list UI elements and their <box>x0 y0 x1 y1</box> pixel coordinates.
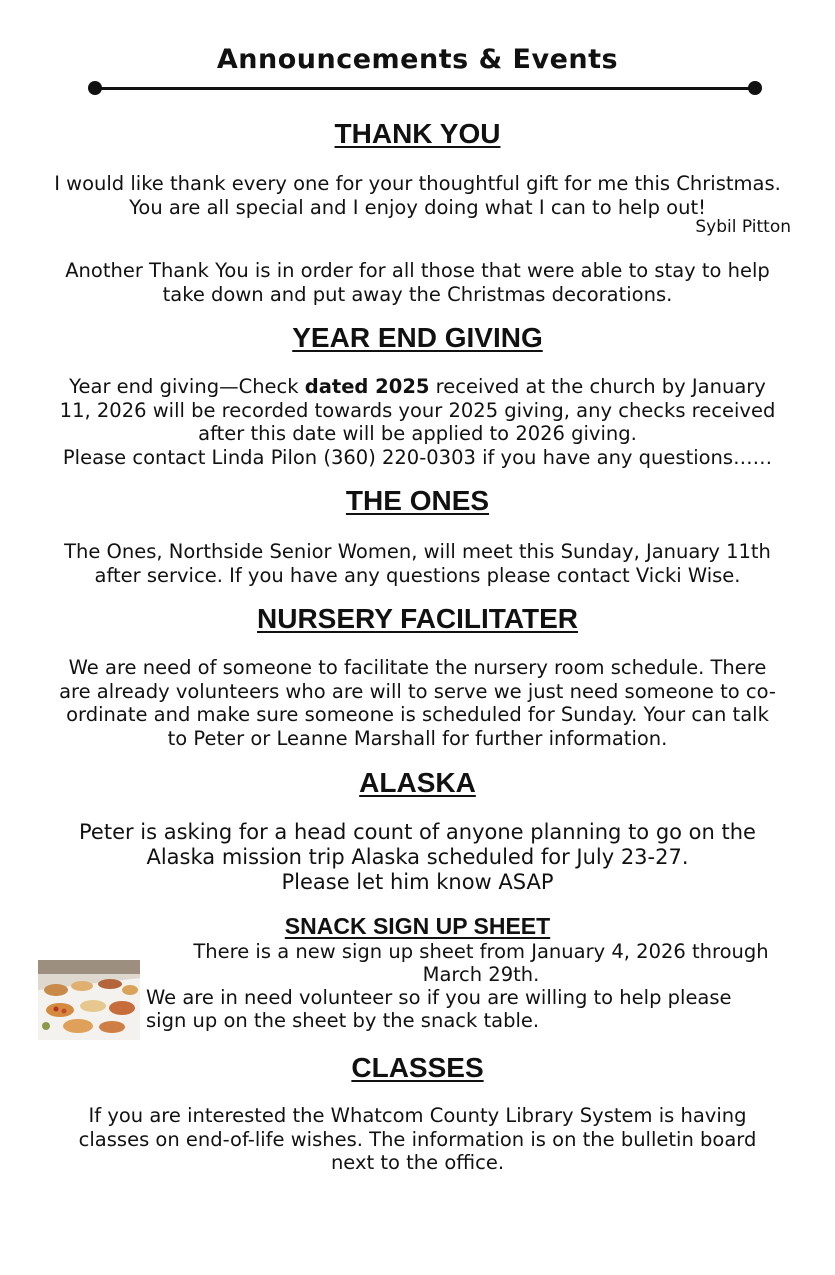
year-end-heading: YEAR END GIVING <box>292 322 543 353</box>
nursery-line-4: to Peter or Leanne Marshall for further information. <box>167 726 668 750</box>
classes-heading: CLASSES <box>351 1052 484 1083</box>
snack-line-3: We are in need volunteer so if you are willing to help please <box>146 986 732 1009</box>
classes-line-3: next to the office. <box>330 1151 505 1174</box>
snack-line-2: March 29th. <box>422 963 540 986</box>
year-end-line-2: 11, 2026 will be recorded towards your 2025 giving, any checks received <box>59 398 776 422</box>
thank-you-heading: THANK YOU <box>334 118 501 149</box>
alaska-line-1: Peter is asking for a head count of anyone planning to go on the <box>79 820 756 844</box>
nursery-line-3: ordinate and make sure someone is scheduled for Sunday. Your can talk <box>66 703 769 726</box>
alaska-heading: ALASKA <box>359 767 476 798</box>
nursery-heading: NURSERY FACILITATER <box>257 603 578 634</box>
snack-line-4: sign up on the sheet by the snack table. <box>146 1009 540 1032</box>
snack-table-photo-icon <box>38 960 140 1040</box>
the-ones-heading: THE ONES <box>345 485 490 516</box>
year-end-line-4: Please contact Linda Pilon (360) 220-0303 if you have any questions…… <box>62 445 773 469</box>
thank-you-text <box>20 172 815 219</box>
snack-line-1: There is a new sign up sheet from January 4, 2026 through <box>193 940 769 963</box>
year-end-line-1 <box>20 375 815 399</box>
alaska-text <box>20 820 815 895</box>
year-end-line-3: after this date will be applied to 2026 giving. <box>198 422 637 445</box>
alaska-line-3: Please let him know ASAP <box>281 870 554 894</box>
classes-line-1: If you are interested the Whatcom County Library System is having <box>88 1104 747 1127</box>
rule-right-dot <box>748 81 762 95</box>
thank-you-2-line-1: Another Thank You is in order for all those that were able to stay to help <box>65 259 770 282</box>
nursery-text <box>20 656 815 750</box>
year-end-text <box>20 375 815 469</box>
thank-you-line-1: I would like thank every one for your thoughtful gift for me this Christmas. <box>54 172 781 195</box>
title-rule <box>95 87 755 90</box>
thank-you-2-line-2: take down and put away the Christmas decorations. <box>162 282 673 306</box>
the-ones-line-1: The Ones, Northside Senior Women, will meet this Sunday, January 11th <box>64 540 771 563</box>
nursery-line-2: are already volunteers who are will to serve we just need someone to co- <box>59 679 776 703</box>
the-ones-text <box>20 540 815 587</box>
thank-you-signature: Sybil Pitton <box>695 217 791 237</box>
thank-you-text-2 <box>20 259 815 306</box>
snack-heading: SNACK SIGN UP SHEET <box>284 913 551 939</box>
nursery-line-1: We are need of someone to facilitate the nursery room schedule. There <box>68 656 767 679</box>
classes-line-2: classes on end-of-life wishes. The information is on the bulletin board <box>78 1127 757 1151</box>
year-end-line-1-pre: Year end giving—Check <box>69 375 305 398</box>
year-end-line-1-post: received at the church by January <box>429 375 766 398</box>
year-end-bold-date: dated 2025 <box>304 375 430 398</box>
thank-you-line-2: You are all special and I enjoy doing what I can to help out! <box>129 195 706 219</box>
alaska-line-2: Alaska mission trip Alaska scheduled for July 23-27. <box>146 845 689 869</box>
the-ones-line-2: after service. If you have any questions please contact Vicki Wise. <box>94 563 741 587</box>
snack-text <box>146 940 816 1032</box>
classes-text <box>20 1104 815 1175</box>
page-title: Announcements & Events <box>216 44 619 75</box>
